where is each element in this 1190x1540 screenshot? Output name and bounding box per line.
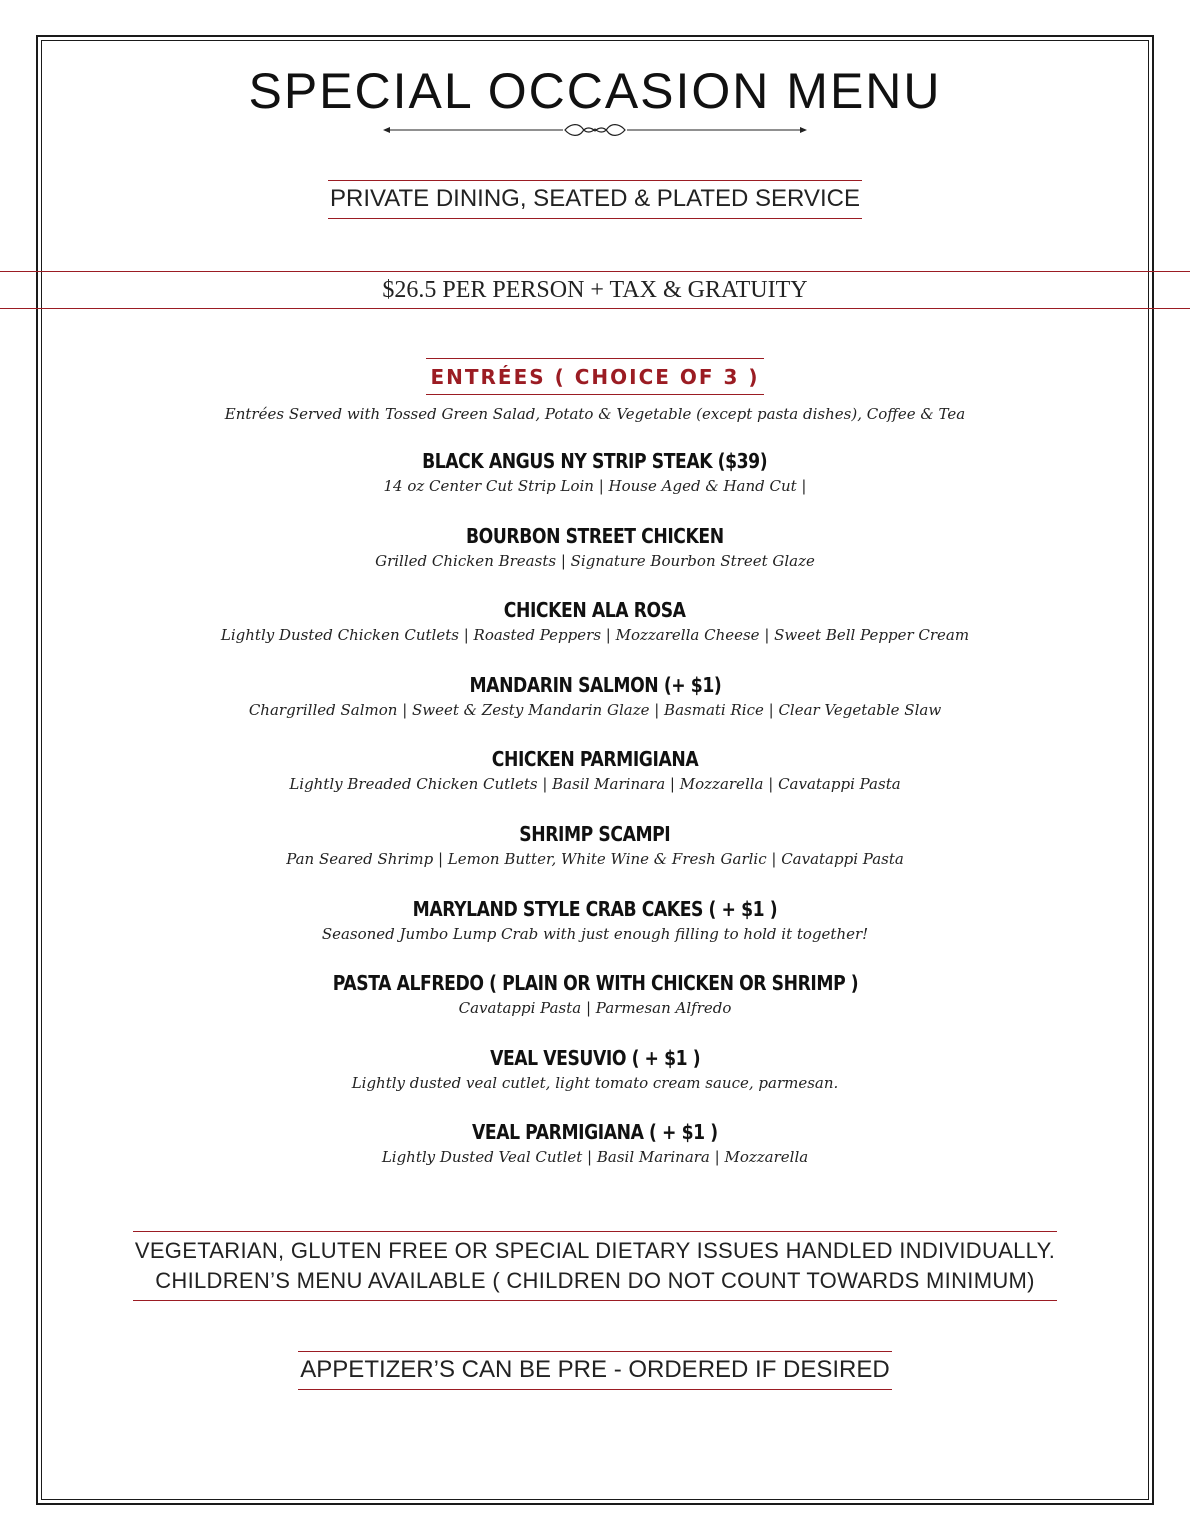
price-line: $26.5 PER PERSON + TAX & GRATUITY (0, 271, 1190, 309)
service-subtitle-text: PRIVATE DINING, SEATED & PLATED SERVICE (328, 180, 862, 219)
item-description: Chargrilled Salmon | Sweet & Zesty Mandarin Glaze | Basmati Rice | Clear Vegetable Slaw (248, 700, 942, 719)
item-description: 14 oz Center Cut Strip Loin | House Aged & Hand Cut | (383, 477, 807, 495)
list-item (0, 671, 1190, 746)
entrees-heading (0, 358, 1190, 395)
appetizer-note (0, 1351, 1190, 1390)
item-description: Lightly Dusted Veal Cutlet | Basil Marinara | Mozzarella (381, 1148, 809, 1167)
appetizer-note-text: APPETIZER’S CAN BE PRE - ORDERED IF DESIRED (298, 1351, 891, 1390)
item-name: MARYLAND STYLE CRAB CAKES ( + $1 ) (412, 896, 778, 921)
entree-list (0, 447, 1190, 1193)
item-description: Seasoned Jumbo Lump Crab with just enough filling to hold it together! (321, 924, 869, 943)
list-item (0, 820, 1190, 895)
item-name: PASTA ALFREDO ( PLAIN OR WITH CHICKEN OR SHRIMP ) (332, 971, 858, 996)
dietary-notice (0, 1231, 1190, 1301)
item-name: BOURBON STREET CHICKEN (466, 523, 724, 548)
list-item (0, 447, 1190, 522)
list-item (0, 1044, 1190, 1119)
dietary-notice-box (133, 1231, 1057, 1301)
list-item (0, 895, 1190, 970)
flourish-divider-icon (383, 121, 807, 139)
list-item (0, 522, 1190, 597)
item-description: Lightly dusted veal cutlet, light tomato cream sauce, parmesan. (351, 1073, 839, 1092)
item-name: SHRIMP SCAMPI (519, 821, 671, 846)
item-description: Grilled Chicken Breasts | Signature Bourbon Street Glaze (375, 551, 815, 570)
dietary-notice-line-1: VEGETARIAN, GLUTEN FREE OR SPECIAL DIETARY ISSUES HANDLED INDIVIDUALLY. (134, 1238, 1056, 1263)
item-name: MANDARIN SALMON (+ $1) (469, 672, 721, 697)
menu-title: SPECIAL OCCASION MENU (248, 63, 942, 119)
item-name: CHICKEN PARMIGIANA (491, 747, 699, 772)
entrees-note: Entrées Served with Tossed Green Salad, Potato & Vegetable (except pasta dishes), Coffee & Tea (224, 405, 966, 423)
item-name: CHICKEN ALA ROSA (504, 598, 686, 623)
item-description: Cavatappi Pasta | Parmesan Alfredo (458, 999, 732, 1018)
entrees-heading-text: ENTRÉES ( CHOICE OF 3 ) (426, 358, 763, 395)
list-item (0, 596, 1190, 671)
item-name: VEAL PARMIGIANA ( + $1 ) (472, 1120, 718, 1145)
item-description: Lightly Dusted Chicken Cutlets | Roasted Peppers | Mozzarella Cheese | Sweet Bell Pepper Cream (220, 626, 970, 645)
service-subtitle (0, 180, 1190, 219)
dietary-notice-line-2: CHILDREN’S MENU AVAILABLE ( CHILDREN DO NOT COUNT TOWARDS MINIMUM) (155, 1268, 1035, 1293)
list-item (0, 1118, 1190, 1193)
item-description: Lightly Breaded Chicken Cutlets | Basil Marinara | Mozzarella | Cavatappi Pasta (289, 775, 901, 794)
list-item (0, 745, 1190, 820)
item-name: BLACK ANGUS NY STRIP STEAK ($39) (422, 449, 768, 473)
item-description: Pan Seared Shrimp | Lemon Butter, White Wine & Fresh Garlic | Cavatappi Pasta (286, 849, 904, 868)
list-item (0, 969, 1190, 1044)
item-name: VEAL VESUVIO ( + $1 ) (489, 1045, 701, 1070)
